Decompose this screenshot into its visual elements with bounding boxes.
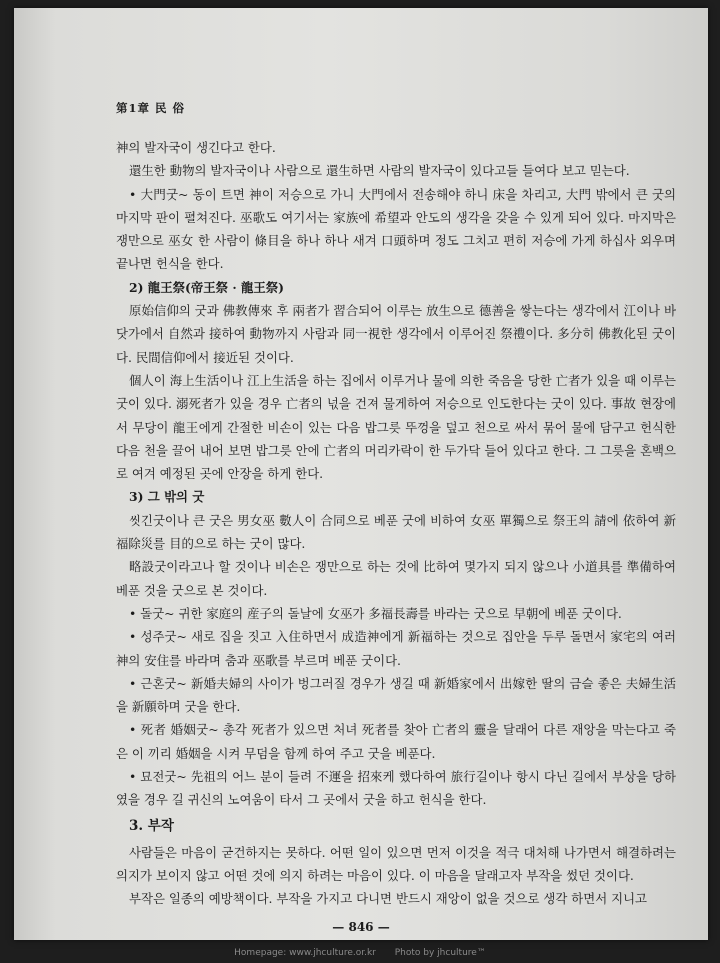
paragraph: 부작은 일종의 예방책이다. 부작을 가지고 다니면 반드시 재앙이 없을 것으로 생각 하면서 지니고: [129, 891, 648, 907]
paragraph: • 大門굿~ 동이 트면 神이 저승으로 가니 大門에서 전송해야 하니 床을 차리고, 大門 밖에서 큰 굿의 마지막 판이 펼쳐진다. 巫歌도 여기서는 家族에 希望과 안도의 생각을 갖을 수 있게 되어 있다. 마지막은 쟁만으로 巫女 한 사람이 條目을 하나 하나 새겨 口頭하며 정도 그치고 편히 저승에 가게 하십사 외우며 끝나면 헌식을 한다.: [116, 186, 676, 272]
paragraph: 神의 발자국이 생긴다고 한다.: [116, 140, 276, 155]
photo-credit-footer: [0, 944, 720, 963]
list-item: • 근혼굿~ 新婚夫婦의 사이가 벙그러질 경우가 생길 때 新婚家에서 出嫁한 딸의 금슬 좋은 夫婦生活을 新願하며 굿을 한다.: [116, 675, 676, 715]
paragraph: 씻긴굿이나 큰 굿은 男女巫 數人이 合同으로 베푼 굿에 비하여 女巫 單獨으로 祭王의 請에 依하여 新福除災를 目的으로 하는 굿이 많다.: [116, 512, 676, 552]
paragraph: 사람들은 마음이 굳건하지는 못하다. 어떤 일이 있으면 먼저 이것을 적극 대처해 나가면서 해결하려는 의지가 보이지 않고 어떤 것에 의지 하려는 마음이 있다. 이 마음을 달래고자 부작을 썼던 것이다.: [116, 844, 676, 883]
list-item: • 성주굿~ 새로 집을 짓고 入住하면서 成造神에게 新福하는 것으로 집안을 두루 돌면서 家宅의 여러 神의 安住를 바라며 춤과 巫歌를 부르며 베푼 굿이다.: [116, 629, 676, 668]
page-content: [116, 100, 676, 911]
page-number: — 846 —: [332, 920, 390, 934]
list-item: • 死者 婚姻굿~ 총각 死者가 있으면 처녀 死者를 찾아 亡者의 靈을 달래어 다른 재앙을 막는다고 죽은 이 끼리 婚姻을 시켜 무덤을 함께 하여 주고 굿을 베푼다.: [116, 722, 676, 761]
paragraph: 原始信仰의 굿과 佛教傳來 후 兩者가 習合되어 이루는 放生으로 德善을 쌓는다는 생각에서 江이나 바닷가에서 自然과 接하여 動物까지 사람과 同一視한 생각에서 이루어진 祭禮이다. 多分히 佛教化된 굿이다. 民間信仰에서 接近된 것이다.: [116, 303, 676, 365]
section-heading: 3. 부작: [129, 817, 174, 834]
subsection-heading: 2) 龍王祭(帝王祭 · 龍王祭): [129, 279, 284, 295]
paragraph: 略設굿이라고나 할 것이나 비손은 쟁만으로 하는 것에 比하여 몇가지 되지 않으나 小道具를 準備하여 베푼 것을 굿으로 본 것이다.: [116, 559, 676, 598]
paragraph: 還生한 動物의 발자국이나 사람으로 還生하면 사람의 발자국이 있다고들 들여다 보고 믿는다.: [129, 163, 630, 179]
list-item: • 묘전굿~ 先祖의 어느 분이 들려 不運을 招來케 했다하여 旅行길이나 항시 다닌 길에서 부상을 당하였을 경우 길 귀신의 노여움이 타서 그 곳에서 굿을 하고 헌식을 한다.: [116, 769, 676, 808]
subsection-heading: 3) 그 밖의 굿: [129, 489, 205, 505]
list-item: • 돌굿~ 귀한 家庭의 産子의 돌날에 女巫가 多福長壽를 바라는 굿으로 早朝에 베푼 굿이다.: [129, 605, 622, 621]
photo-credit: Photo by jhculture™: [394, 948, 486, 958]
book-page: [14, 8, 708, 940]
homepage-credit: Homepage: www.jhculture.or.kr: [234, 948, 376, 958]
chapter-header: 第1章 民 俗: [116, 101, 186, 115]
paragraph: 個人이 海上生活이나 江上生活을 하는 집에서 이루거나 물에 의한 죽음을 당한 亡者가 있을 때 이루는 굿이 있다. 溺死者가 있을 경우 亡者의 넋을 건져 물게하여 저승으로 인도한다는 굿이 있다. 事故 현장에서 무당이 龍王에게 간절한 비손이 있는 다음 밥그릇 뚜껑을 덮고 천으로 싸서 묶어 물에 담구고 헌식한 다음 천을 끌어 내어 보면 밥그릇 안에 亡者의 머리카락이 한 두가닥 들어 있다고 한다. 그 그릇을 혼백으로 여겨 예정된 곳에 안장을 하게 한다.: [116, 372, 677, 482]
